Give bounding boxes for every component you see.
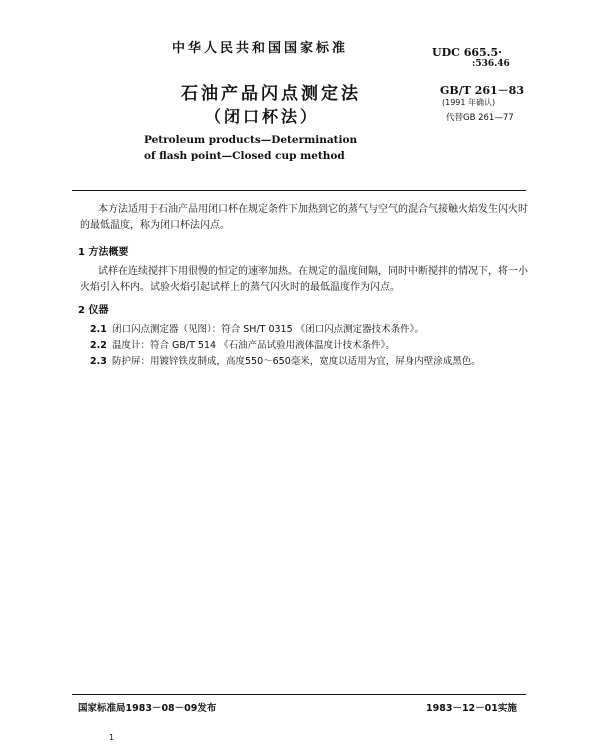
confirmation-note: (1991 年确认) [442,98,496,107]
issue-date: 国家标准局1983－08－09发布 [78,703,217,714]
section-1-heading: 1 方法概要 [78,247,129,258]
section-1-paragraph: 试样在连续搅拌下用很慢的恒定的速率加热。在规定的温度间隔，同时中断搅拌的情况下，将一小火焰引入杯内。试验火焰引起试样上的蒸气闪火时的最低温度作为闪点。 [80,266,528,293]
intro-paragraph: 本方法适用于石油产品用闭口杯在规定条件下加热到它的蒸气与空气的混合气接触火焰发生闪火时的最低温度，称为闭口杯法闪点。 [80,204,528,231]
item-text: 防护屏：用镀锌铁皮制成，高度550～650毫米，宽度以适用为宜，屏身内壁涂成黑色。 [112,356,481,367]
udc-code-line2: :536.46 [472,59,510,69]
udc-code-line1: UDC 665.5· [432,46,502,59]
list-item [90,321,424,335]
document-subtitle-chinese: （闭口杯法） [205,107,320,126]
list-item [90,337,395,351]
document-title-chinese: 石油产品闪点测定法 [181,84,361,104]
document-title-english [144,132,357,164]
standard-type-heading: 中华人民共和国国家标准 [172,41,349,56]
replaces-standard: 代替GB 261—77 [446,113,514,123]
item-text: 温度计：符合 GB/T 514 《石油产品试验用液体温度计技术条件》。 [112,340,395,351]
footer-divider [72,694,526,695]
item-number: 2.3 [90,356,107,367]
page-number: 1 [109,733,115,742]
list-item [90,353,481,367]
title-english-line1: Petroleum products—Determination [144,134,358,146]
section-2-heading: 2 仪器 [78,305,109,316]
title-english-line2: of flash point—Closed cup method [144,150,345,162]
item-text: 闭口闪点测定器（见图）：符合 SH/T 0315 《闭口闪点测定器技术条件》。 [112,324,424,335]
item-number: 2.2 [90,340,107,351]
standard-number: GB/T 261－83 [440,84,524,97]
header-divider [72,190,526,191]
implementation-date: 1983－12－01实施 [426,703,517,714]
item-number: 2.1 [90,324,107,335]
